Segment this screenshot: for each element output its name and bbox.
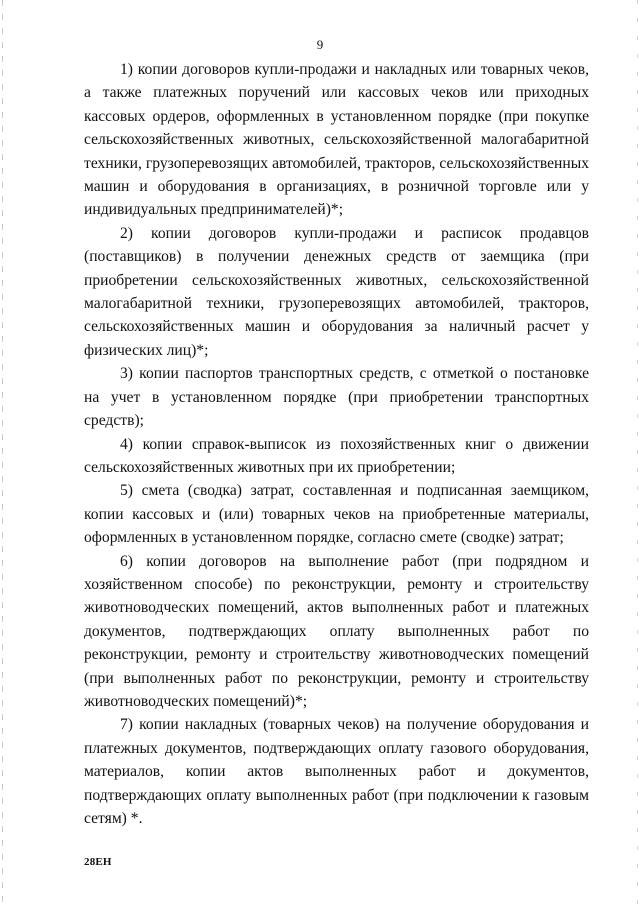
list-item-3: 3) копии паспортов транспортных средств, с отметкой о постановке на учет в установленном порядке (при приобретении транспортных средств);: [84, 365, 589, 430]
list-item-6: 6) копии договоров на выполнение работ (при подрядном и хозяйственном способе) по реконструкции, ремонту и строительству животноводческих помещений, актов выполненных работ и платежных документов, подтверждающих оплату выполненных работ по реконструкции, ремонту и строительству животноводческих помещений (при выполненных работ по реконструкции, ремонту и строительству животноводческих помещений)*;: [84, 552, 589, 710]
list-item-7: 7) копии накладных (товарных чеков) на получение оборудования и платежных документов, подтверждающих оплату газового оборудования, материалов, копии актов выполненных работ и документов, подтверждающих оплату выполненных работ (при подключении к газовым сетям) *.: [84, 716, 589, 827]
list-item-4: 4) копии справок-выписок из похозяйственных книг о движении сельскохозяйственных животных при их приобретении;: [84, 435, 589, 476]
scan-edge-left: [2, 0, 3, 905]
document-body: [84, 58, 589, 830]
list-item-2: 2) копии договоров купли-продажи и расписок продавцов (поставщиков) в получении денежных средств от заемщика (при приобретении сельскохозяйственных животных, сельскохозяйственной малогабаритной техники, грузоперевозящих автомобилей, тракторов, сельскохозяйственных машин и оборудования за наличный расчет у физических лиц)*;: [84, 224, 589, 359]
list-item-5: 5) смета (сводка) затрат, составленная и подписанная заемщиком, копии кассовых и (или) товарных чеков на приобретенные материалы, оформленных в установленном порядке, согласно смете (сводке) затрат;: [84, 482, 589, 547]
footer-code: 28ЕН: [84, 856, 112, 868]
list-item-1: 1) копии договоров купли-продажи и накладных или товарных чеков, а также платежных поручений или кассовых чеков или приходных кассовых ордеров, оформленных в установленном порядке (при покупке сельскохозяйственных животных, сельскохозяйственной малогабаритной техники, грузоперевозящих автомобилей, тракторов, сельскохозяйственных машин и оборудования в организациях, в розничной торговле или у индивидуальных предпринимателей)*;: [84, 61, 589, 219]
page-number: 9: [316, 37, 324, 52]
scan-edge-right: [637, 0, 638, 905]
